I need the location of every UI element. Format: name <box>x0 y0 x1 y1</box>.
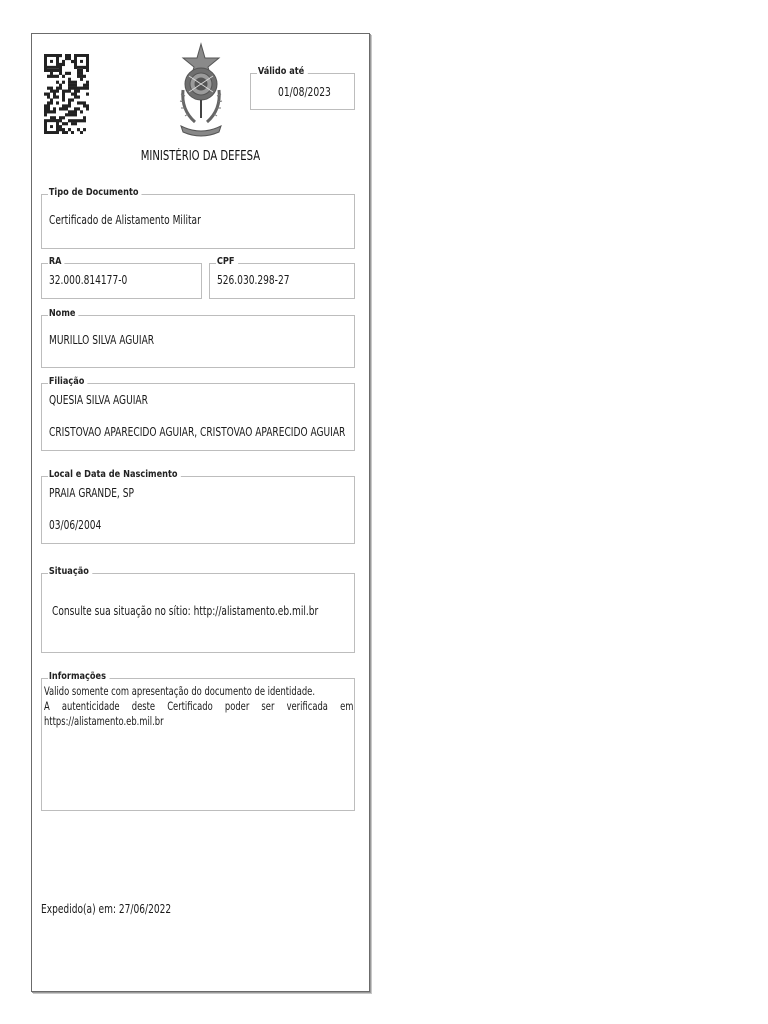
mother-name: QUESIA SILVA AGUIAR <box>49 393 148 407</box>
birth-date: 03/06/2004 <box>49 518 102 532</box>
cpf-label: CPF <box>216 255 238 268</box>
ministry-title <box>32 149 369 164</box>
valid-until-value: 01/08/2023 <box>278 85 331 99</box>
name-value: MURILLO SILVA AGUIAR <box>49 333 155 347</box>
ra-value: 32.000.814177-0 <box>49 273 128 287</box>
cpf-value: 526.030.298-27 <box>217 273 290 287</box>
national-coat-of-arms-icon <box>175 40 227 140</box>
document-type-box <box>41 187 355 249</box>
filiation-label: Filiação <box>48 375 88 388</box>
filiation-box <box>41 376 355 451</box>
military-certificate-card <box>31 33 370 992</box>
valid-until-box <box>250 66 355 110</box>
information-line-3: https://alistamento.eb.mil.br <box>44 714 164 728</box>
information-text <box>44 684 353 729</box>
birth-place: PRAIA GRANDE, SP <box>49 486 134 500</box>
birth-label: Local e Data de Nascimento <box>48 468 181 481</box>
ra-label: RA <box>48 255 65 268</box>
situation-value: Consulte sua situação no sítio: http://alistamento.eb.mil.br <box>52 604 319 618</box>
information-line-2: A autenticidade deste Certificado poder ser verificada em <box>44 699 354 713</box>
ministry-title-text: MINISTÉRIO DA DEFESA <box>140 149 261 164</box>
ra-box <box>41 256 202 299</box>
birth-box <box>41 469 355 544</box>
cpf-box <box>209 256 355 299</box>
situation-label: Situação <box>48 565 92 578</box>
issued-date: Expedido(a) em: 27/06/2022 <box>41 902 172 916</box>
valid-until-label: Válido até <box>257 65 308 78</box>
document-type-label: Tipo de Documento <box>48 186 142 199</box>
situation-box <box>41 566 355 653</box>
name-box <box>41 308 355 368</box>
father-name: CRISTOVAO APARECIDO AGUIAR, CRISTOVAO APARECIDO AGUIAR <box>49 425 346 439</box>
name-label: Nome <box>48 307 79 320</box>
information-line-1: Valido somente com apresentação do documento de identidade. <box>44 684 315 698</box>
qr-code-icon <box>44 54 89 134</box>
information-box <box>41 671 355 811</box>
information-label: Informações <box>48 670 109 683</box>
document-type-value: Certificado de Alistamento Militar <box>49 213 201 227</box>
